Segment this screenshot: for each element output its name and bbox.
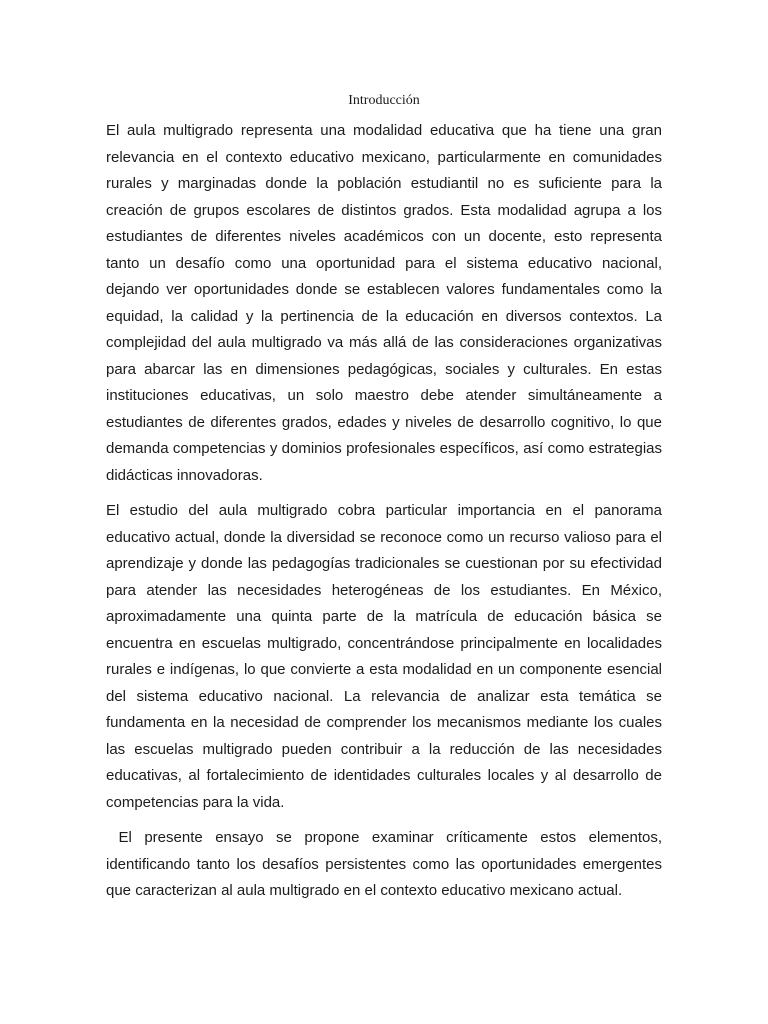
paragraph-2: El estudio del aula multigrado cobra particular importancia en el panorama educativo actual, donde la diversidad se reconoce como un recurso valioso para el aprendizaje y donde las pedagogías tradicionales se cuestionan por su efectividad para atender las necesidades heterogéneas de los estudiantes. En México, aproximadamente una quinta parte de la matrícula de educación básica se encuentra en escuelas multigrado, concentrándose principalmente en localidades rurales e indígenas, lo que convierte a esta modalidad en un componente esencial del sistema educativo nacional. La relevancia de analizar esta temática se fundamenta en la necesidad de comprender los mecanismos mediante los cuales las escuelas multigrado pueden contribuir a la reducción de las necesidades educativas, al fortalecimiento de identidades culturales locales y al desarrollo de competencias para la vida.: [106, 502, 662, 811]
document-title: Introducción: [348, 93, 420, 108]
paragraph-3: El presente ensayo se propone examinar críticamente estos elementos, identificando tanto los desafíos persistentes como las oportunidades emergentes que caracterizan al aula multigrado en el contexto educativo mexicano actual.: [106, 829, 667, 899]
document-body: [106, 118, 667, 914]
paragraph-1: El aula multigrado representa una modalidad educativa que ha tiene una gran relevancia en el contexto educativo mexicano, particularmente en comunidades rurales y marginadas donde la población estudiantil no es suficiente para la creación de grupos escolares de distintos grados. Esta modalidad agrupa a los estudiantes de diferentes niveles académicos con un docente, esto representa tanto un desafío como una oportunidad para el sistema educativo nacional, dejando ver oportunidades donde se establecen valores fundamentales como la equidad, la calidad y la pertinencia de la educación en diversos contextos. La complejidad del aula multigrado va más allá de las consideraciones organizativas para abarcar las en dimensiones pedagógicas, sociales y culturales. En estas instituciones educativas, un solo maestro debe atender simultáneamente a estudiantes de diferentes grados, edades y niveles de desarrollo cognitivo, lo que demanda competencias y dominios profesionales específicos, así como estrategias didácticas innovadoras.: [106, 122, 662, 484]
